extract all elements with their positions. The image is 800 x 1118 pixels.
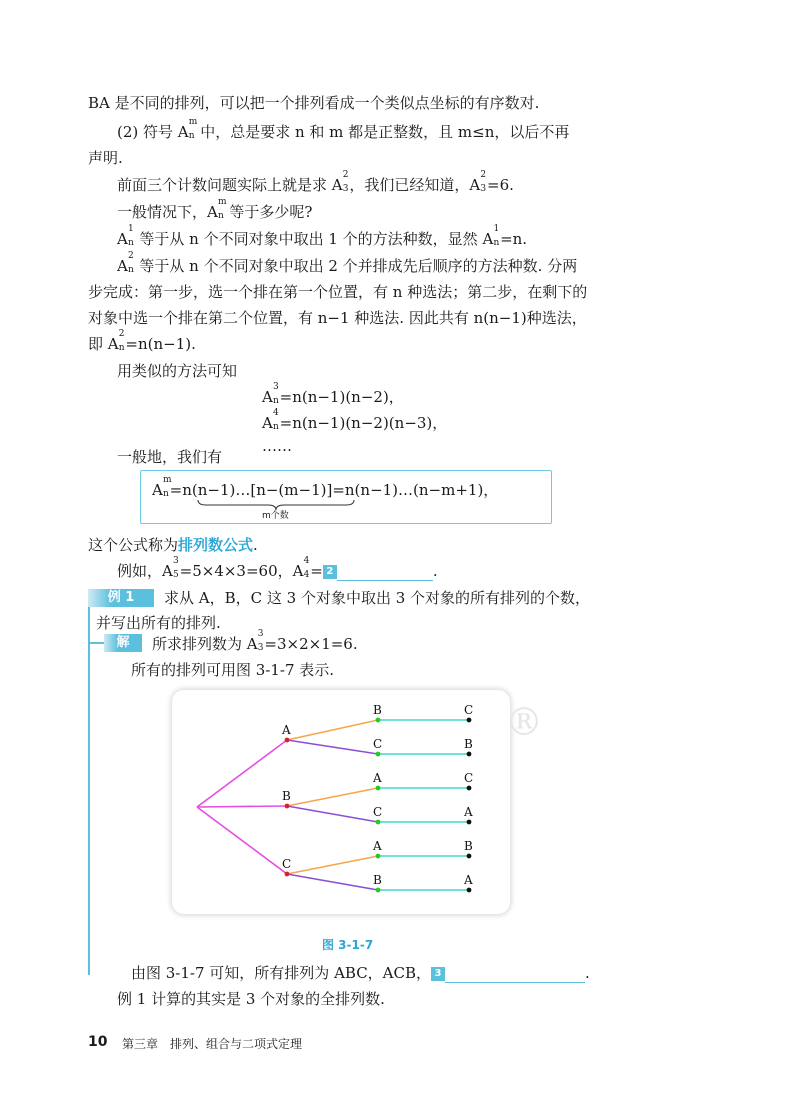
para-line: 求从 A，B，C 这 3 个对象中取出 3 个对象的所有排列的个数， [164,589,591,607]
tree-edge [287,740,378,754]
para-line: 所有的排列可用图 3-1-7 表示. [131,661,335,679]
brace-label: m个数 [262,511,289,521]
symbol-A-n-4: A 4 n [262,408,279,432]
tree-label-third: C [464,703,474,717]
symbol-A-n-m: A m n [177,117,198,141]
fill-in-blank[interactable] [445,982,585,983]
tree-label-third: A [464,805,473,819]
chapter-title: 第三章 排列、组合与二项式定理 [122,1037,303,1051]
math-line: A 4 n =n(n−1)(n−2)(n−3)， [262,408,448,432]
para-line: 由图 3-1-7 可知，所有排列为 ABC，ACB， 3 . [131,964,590,982]
symbol-A-n-m: A m n [152,475,172,499]
tree-leaf [467,752,472,757]
tree-node [285,872,290,877]
tree-node [376,786,381,791]
para-line: A 1 n 等于从 n 个不同对象中取出 1 个的方法种数，显然 A 1 n =n. [117,224,528,248]
figure-caption: 图 3-1-7 [322,938,374,952]
tree-leaf [467,888,472,893]
symbol-A-4-4: A 4 4 [292,556,310,580]
tree-label-first: A [282,723,291,737]
tree-label-second: A [373,839,382,853]
text-line-1: BA 是不同的排列，可以把一个排列看成一个类似点坐标的有序数对. [88,94,540,112]
tree-label-second: C [373,737,383,751]
tree-node [376,718,381,723]
tree-edge [197,807,287,874]
tree-label-second: B [373,873,382,887]
para-line: 这个公式称为排列数公式. [88,536,258,554]
tree-label-third: C [464,771,474,785]
symbol-A-n-3: A 3 n [262,382,279,406]
brace-product: n(n−1)…[n−(m−1)] [182,481,333,499]
example-side-rule [88,600,90,975]
tree-edge [287,720,378,740]
text-fragment: 中，总是要求 n 和 m 都是正整数，且 m≤n，以后不再 [195,123,570,141]
para-line: 一般地，我们有 [117,448,223,466]
para-line: 前面三个计数问题实际上就是求 A 2 3 ，我们已经知道，A 2 3 =6. [117,170,514,194]
para-line [88,148,123,168]
watermark: ® [505,700,543,744]
symbol-A-n-2: A 2 n [107,329,125,353]
symbol-A-n-1: A 1 n [482,224,500,248]
tree-node [376,752,381,757]
tree-label-second: B [373,703,382,717]
symbol-A-n-m: A m n [207,197,227,221]
tree-edge [197,740,287,807]
para-line: 例 1 计算的其实是 3 个对象的全排列数. [117,990,385,1008]
tree-label-third: A [464,873,473,887]
tree-leaf [467,820,472,825]
math-line: A 3 n =n(n−1)(n−2)， [262,382,404,406]
tree-label-second: A [373,771,382,785]
text-fragment: (2) 符号 [117,123,178,141]
fill-in-blank[interactable] [337,580,433,581]
tree-leaf [467,854,472,859]
tree-diagram [172,690,510,914]
para-line: 一般情况下，A m n 等于多少呢? [117,197,313,221]
para-line [88,93,539,113]
page-number: 10 [88,1034,108,1050]
tree-edge [287,856,378,874]
text-line-3: 声明. [88,149,123,167]
tree-label-first: B [282,789,291,803]
tree-edge [197,806,287,807]
symbol-A-3-2: A 2 3 [469,170,487,194]
symbol-A-3-3: A 3 3 [246,629,264,653]
para-line: 即 A 2 n =n(n−1). [88,329,196,353]
para-line: 步完成：第一步，选一个排在第一个位置，有 n 种选法；第二步，在剩下的 [88,283,588,301]
tree-node [376,854,381,859]
math-line: …… [262,437,292,455]
blank-number-badge: 2 [323,565,337,579]
tree-node [376,888,381,893]
para-line: 用类似的方法可知 [117,362,238,380]
tree-label-second: C [373,805,383,819]
term-permutation-formula: 排列数公式 [178,536,254,554]
symbol-A-n-1: A 1 n [117,224,134,248]
solution-tag: 解 [104,634,142,652]
tree-node [376,820,381,825]
para-line [117,117,570,142]
para-line: 并写出所有的排列. [96,614,221,632]
para-line: A 2 n 等于从 n 个不同对象中取出 2 个并排成先后顺序的方法种数. 分两 [117,251,578,275]
example-tag: 例 1 [88,589,154,607]
tree-leaf [467,718,472,723]
tree-label-first: C [282,857,292,871]
tree-label-third: B [464,737,473,751]
para-line: 例如，A 3 5 =5×4×3=60，A 4 4 = 2 . [117,556,438,580]
tree-node [285,804,290,809]
blank-number-badge: 3 [431,967,445,981]
symbol-A-5-3: A 3 5 [162,556,179,580]
para-line: 对象中选一个排在第二个位置，有 n−1 种选法. 因此共有 n(n−1)种选法， [88,309,587,327]
tree-node [285,738,290,743]
tree-label-third: B [464,839,473,853]
tree-edge [287,806,378,822]
tree-edge [287,874,378,890]
tree-edge [287,788,378,806]
symbol-A-n-2: A 2 n [117,251,134,275]
permutation-formula: A m n =n(n−1)…[n−(m−1)]=n(n−1)…(n−m+1)， [152,475,499,499]
tree-leaf [467,786,472,791]
symbol-A-3-2: A 2 3 [331,170,349,194]
para-line: 所求排列数为 A 3 3 =3×2×1=6. [152,629,358,653]
